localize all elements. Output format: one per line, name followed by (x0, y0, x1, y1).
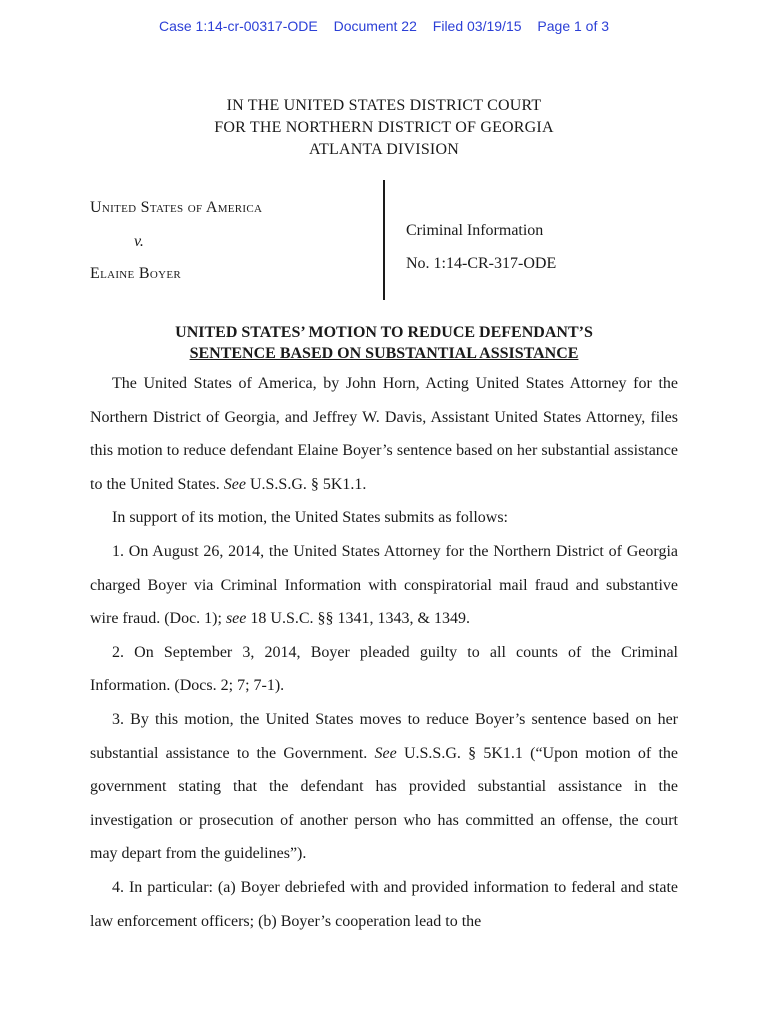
paragraph-1: 1. On August 26, 2014, the United States Attorney for the Northern District of Georgia charged Boyer via Criminal Information with conspiratorial mail fraud and substantive wire fraud. (Doc. 1); see 18 U.S.C. §§ 1341, 1343, & 1349. (90, 542, 678, 628)
motion-body (90, 367, 678, 938)
paragraph-support: In support of its motion, the United States submits as follows: (112, 509, 508, 527)
court-heading (0, 95, 768, 161)
case-caption-parties (90, 199, 370, 283)
case-document-type: Criminal Information (406, 222, 544, 239)
paragraph-intro: The United States of America, by John Horn, Acting United States Attorney for the Northern District of Georgia, and Jeffrey W. Davis, Assistant United States Attorney, files this motion to reduce defendant Elaine Boyer’s sentence based on her substantial assistance to the United States. See U.S.S.G. § 5K1.1. (90, 375, 678, 493)
motion-title (0, 322, 768, 364)
paragraph-2: 2. On September 3, 2014, Boyer pleaded guilty to all counts of the Criminal Information. (Docs. 2; 7; 7-1). (90, 643, 678, 695)
defendant-name: Elaine Boyer (90, 265, 181, 282)
case-caption-info (406, 214, 556, 280)
plaintiff-name: United States of America (90, 199, 263, 216)
court-division: ATLANTA DIVISION (309, 141, 459, 158)
case-number: No. 1:14-CR-317-ODE (406, 255, 557, 272)
stamp-document-number: Document 22 (333, 18, 417, 34)
filing-stamp (0, 18, 768, 34)
paragraph-3: 3. By this motion, the United States moves to reduce Boyer’s sentence based on her substantial assistance to the Government. See U.S.S.G. § 5K1.1 (“Upon motion of the government stating that the defendant has provided substantial assistance in the investigation or prosecution of another person who has committed an offense, the court may depart from the guidelines”). (90, 710, 678, 863)
paragraph-4: 4. In particular: (a) Boyer debriefed with and provided information to federal and state law enforcement officers; (b) Boyer’s cooperation lead to the (90, 878, 678, 930)
versus-label: v. (134, 233, 144, 250)
motion-title-line1: UNITED STATES’ MOTION TO REDUCE DEFENDANT’S (175, 324, 593, 341)
motion-title-line2: SENTENCE BASED ON SUBSTANTIAL ASSISTANCE (189, 345, 579, 362)
court-name: IN THE UNITED STATES DISTRICT COURT (226, 97, 542, 114)
stamp-case-number: Case 1:14-cr-00317-ODE (158, 18, 318, 34)
stamp-page-number: Page 1 of 3 (537, 18, 610, 34)
stamp-filed-date: Filed 03/19/15 (432, 18, 522, 34)
court-district: FOR THE NORTHERN DISTRICT OF GEORGIA (214, 119, 554, 136)
caption-divider (383, 180, 385, 300)
